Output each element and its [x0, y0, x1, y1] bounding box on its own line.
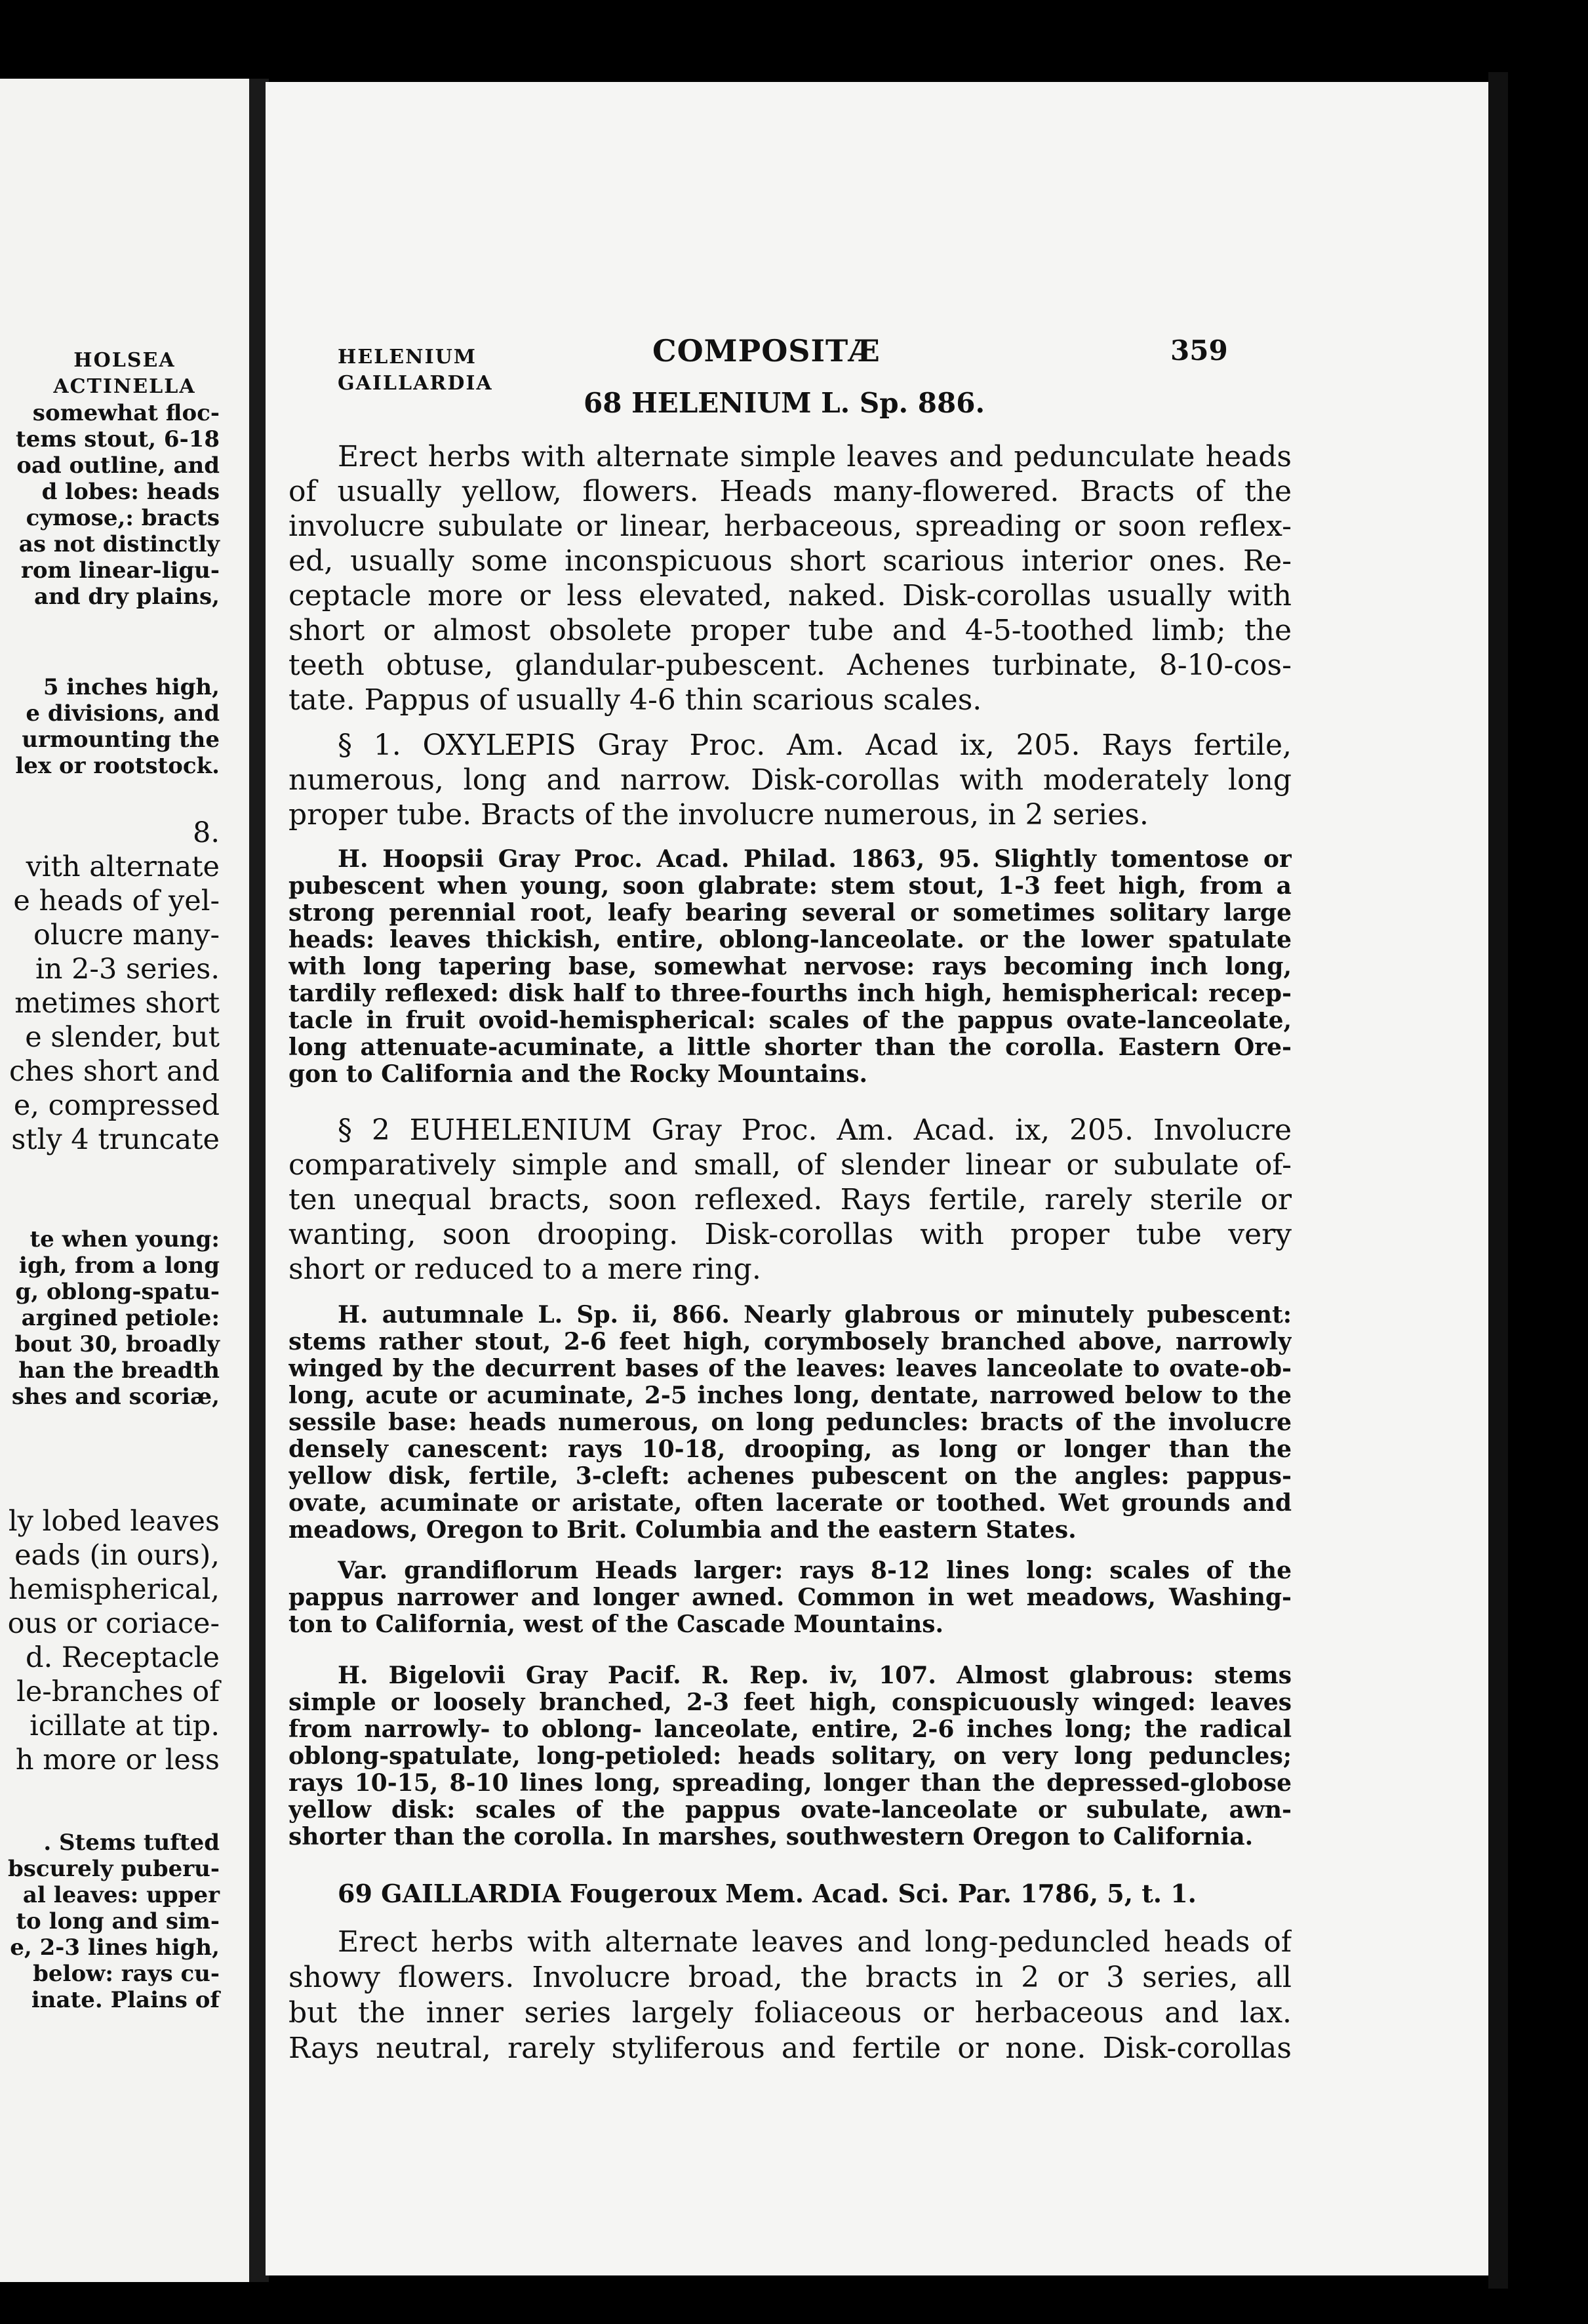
running-title: COMPOSITÆ	[652, 333, 881, 369]
left-page-line: as not distinctly	[18, 531, 220, 557]
genus-68-title: 68 HELENIUM L. Sp. 886.	[584, 387, 985, 419]
right-page	[266, 82, 1498, 2275]
left-page-line: e divisions, and	[26, 700, 220, 727]
genus-68-description-line: ceptacle more or less elevated, naked. Disk-corollas usually with	[288, 579, 1292, 612]
left-page-line: bscurely puberu-	[7, 1856, 220, 1882]
left-page-line: igh, from a long	[18, 1252, 220, 1279]
running-head-genus: GAILLARDIA	[338, 372, 493, 395]
left-page-line: icillate at tip.	[30, 1710, 220, 1742]
bigelovii-description-line: oblong-spatulate, long-petioled: heads solitary, on very long peduncles;	[288, 1743, 1292, 1770]
running-head-genera	[338, 344, 493, 397]
left-page-line: eads (in ours),	[14, 1539, 220, 1572]
genus-68-description-line: tate. Pappus of usually 4-6 thin scarious scales.	[288, 683, 982, 717]
left-page-line: ches short and	[9, 1055, 220, 1088]
left-page-line: h more or less	[15, 1744, 220, 1776]
section-1-line: § 1. OXYLEPIS Gray Proc. Am. Acad ix, 205. Rays fertile,	[338, 729, 1292, 762]
genus-69-title: 69 GAILLARDIA Fougeroux Mem. Acad. Sci. Par. 1786, 5, t. 1.	[338, 1879, 1197, 1908]
left-page-line: 8.	[192, 816, 220, 849]
left-page-line: . Stems tufted	[43, 1830, 220, 1856]
grandiflorum-description-line: pappus narrower and longer awned. Common in wet meadows, Washing-	[288, 1584, 1292, 1611]
left-page-line: d. Receptacle	[26, 1641, 220, 1674]
hoopesii-description-line: heads: leaves thickish, entire, oblong-lanceolate. or the lower spatulate	[288, 927, 1292, 953]
left-page-line: e heads of yel-	[13, 885, 220, 917]
left-running-head-line: ACTINELLA	[53, 375, 196, 398]
genus-69-description-line: Rays neutral, rarely styliferous and fertile or none. Disk-corollas	[288, 2032, 1292, 2065]
left-page-line: e, compressed	[13, 1089, 220, 1122]
section-1-line: numerous, long and narrow. Disk-corollas with moderately long	[288, 763, 1292, 797]
autumnale-description-line: stems rather stout, 2-6 feet high, corymbosely branched above, narrowly	[288, 1329, 1292, 1355]
left-page-line: bout 30, broadly	[14, 1331, 220, 1357]
autumnale-description-line: H. autumnale L. Sp. ii, 866. Nearly glabrous or minutely pubescent:	[338, 1302, 1292, 1329]
left-page-line: stly 4 truncate	[11, 1123, 220, 1156]
autumnale-description-line: yellow disk, fertile, 3-cleft: achenes pubescent on the angles: pappus-	[288, 1463, 1292, 1490]
section-2-line: comparatively simple and small, of slender linear or subulate of-	[288, 1148, 1292, 1182]
left-page-line: urmounting the	[22, 727, 220, 753]
section-1-line: proper tube. Bracts of the involucre numerous, in 2 series.	[288, 798, 1149, 831]
hoopesii-description-line: H. Hoopsii Gray Proc. Acad. Philad. 1863, 95. Slightly tomentose or	[338, 846, 1292, 873]
hoopesii-description-line: with long tapering base, somewhat nervose: rays becoming inch long,	[288, 953, 1292, 980]
left-page-line: ous or coriace-	[7, 1607, 220, 1640]
hoopesii-description-line: long attenuate-acuminate, a little shorter than the corolla. Eastern Ore-	[288, 1034, 1292, 1061]
grandiflorum-description-line: ton to California, west of the Cascade Mountains.	[288, 1611, 944, 1638]
genus-69-description-line: showy flowers. Involucre broad, the bracts in 2 or 3 series, all	[288, 1961, 1292, 1994]
left-page-line: metimes short	[14, 987, 220, 1020]
genus-68-description-line: teeth obtuse, glandular-pubescent. Achenes turbinate, 8-10-cos-	[288, 649, 1292, 682]
autumnale-description-line: sessile base: heads numerous, on long peduncles: bracts of the involucre	[288, 1409, 1292, 1436]
bigelovii-description-line: H. Bigelovii Gray Pacif. R. Rep. iv, 107. Almost glabrous: stems	[338, 1662, 1292, 1689]
left-page-line: ly lobed leaves	[8, 1505, 220, 1538]
running-head-genus: HELENIUM	[338, 346, 477, 369]
left-page-line: somewhat floc-	[32, 400, 220, 426]
left-page-line: vith alternate	[26, 851, 220, 883]
left-page-line: rom linear-ligu-	[20, 557, 220, 584]
left-running-head	[13, 348, 236, 400]
page-edge-shadow	[1488, 72, 1508, 2289]
left-page-line: e, 2-3 lines high,	[10, 1934, 220, 1961]
left-page-line: and dry plains,	[34, 584, 220, 610]
left-page-line: lex or rootstock.	[15, 753, 220, 779]
left-page-line: in 2-3 series.	[35, 953, 220, 986]
left-page-line: inate. Plains of	[31, 1987, 220, 2013]
left-page-line: to long and sim-	[16, 1908, 220, 1934]
left-page-line: oad outline, and	[16, 452, 220, 479]
genus-68-description-line: short or almost obsolete proper tube and 4-5-toothed limb; the	[288, 614, 1292, 647]
left-page-line: tems stout, 6-18	[16, 426, 220, 452]
autumnale-description-line: meadows, Oregon to Brit. Columbia and the eastern States.	[288, 1517, 1077, 1544]
left-page-line: le-branches of	[16, 1675, 220, 1708]
section-2-line: § 2 EUHELENIUM Gray Proc. Am. Acad. ix, 205. Involucre	[338, 1113, 1292, 1147]
left-page-line: te when young:	[30, 1226, 220, 1252]
left-facing-page	[0, 79, 249, 2282]
left-page-line: 5 inches high,	[43, 674, 220, 700]
bigelovii-description-line: simple or loosely branched, 2-3 feet high, conspicuously winged: leaves	[288, 1689, 1292, 1716]
autumnale-description-line: densely canescent: rays 10-18, drooping, as long or longer than the	[288, 1436, 1292, 1463]
bigelovii-description-line: rays 10-15, 8-10 lines long, spreading, longer than the depressed-globose	[288, 1770, 1292, 1797]
grandiflorum-description-line: Var. grandiflorum Heads larger: rays 8-12 lines long: scales of the	[338, 1557, 1292, 1584]
bigelovii-description-line: from narrowly- to oblong- lanceolate, entire, 2-6 inches long; the radical	[288, 1716, 1292, 1743]
section-2-line: ten unequal bracts, soon reflexed. Rays fertile, rarely sterile or	[288, 1183, 1292, 1216]
left-page-line: hemispherical,	[9, 1573, 220, 1606]
hoopesii-description-line: tacle in fruit ovoid-hemispherical: scales of the pappus ovate-lanceolate,	[288, 1007, 1292, 1034]
autumnale-description-line: ovate, acuminate or aristate, often lacerate or toothed. Wet grounds and	[288, 1490, 1292, 1517]
left-page-line: e slender, but	[25, 1021, 220, 1054]
genus-68-description-line: of usually yellow, flowers. Heads many-flowered. Bracts of the	[288, 475, 1292, 508]
section-2-line: wanting, soon drooping. Disk-corollas with proper tube very	[288, 1218, 1292, 1251]
genus-68-description-line: ed, usually some inconspicuous short scarious interior ones. Re-	[288, 544, 1292, 578]
autumnale-description-line: winged by the decurrent bases of the leaves: leaves lanceolate to ovate-ob-	[288, 1355, 1292, 1382]
genus-68-description-line: involucre subulate or linear, herbaceous, spreading or soon reflex-	[288, 510, 1292, 543]
left-page-line: shes and scoriæ,	[11, 1384, 220, 1410]
hoopesii-description-line: tardily reflexed: disk half to three-fourths inch high, hemispherical: recep-	[288, 980, 1292, 1007]
left-page-line: han the breadth	[18, 1357, 220, 1384]
section-2-line: short or reduced to a mere ring.	[288, 1252, 761, 1286]
left-page-line: al leaves: upper	[22, 1882, 220, 1908]
left-page-line: below: rays cu-	[33, 1961, 220, 1987]
page-number: 359	[1170, 334, 1228, 367]
left-running-head-line: HOLSEA	[73, 349, 176, 372]
left-page-line: olucre many-	[33, 919, 220, 952]
hoopesii-description-line: pubescent when young, soon glabrate: stem stout, 1-3 feet high, from a	[288, 873, 1292, 900]
left-page-line: d lobes: heads	[41, 479, 220, 505]
left-page-line: cymose,: bracts	[26, 505, 220, 531]
left-page-line: argined petiole:	[21, 1305, 220, 1331]
genus-69-description-line: but the inner series largely foliaceous or herbaceous and lax.	[288, 1996, 1292, 2030]
genus-68-description-line: Erect herbs with alternate simple leaves and pedunculate heads	[338, 440, 1292, 473]
hoopesii-description-line: gon to California and the Rocky Mountains.	[288, 1061, 868, 1088]
hoopesii-description-line: strong perennial root, leafy bearing several or sometimes solitary large	[288, 900, 1292, 927]
left-page-line: g, oblong-spatu-	[15, 1279, 220, 1305]
autumnale-description-line: long, acute or acuminate, 2-5 inches long, dentate, narrowed below to the	[288, 1382, 1292, 1409]
bigelovii-description-line: shorter than the corolla. In marshes, southwestern Oregon to California.	[288, 1824, 1254, 1851]
bigelovii-description-line: yellow disk: scales of the pappus ovate-lanceolate or subulate, awn-	[288, 1797, 1292, 1824]
genus-69-description-line: Erect herbs with alternate leaves and long-peduncled heads of	[338, 1925, 1292, 1959]
